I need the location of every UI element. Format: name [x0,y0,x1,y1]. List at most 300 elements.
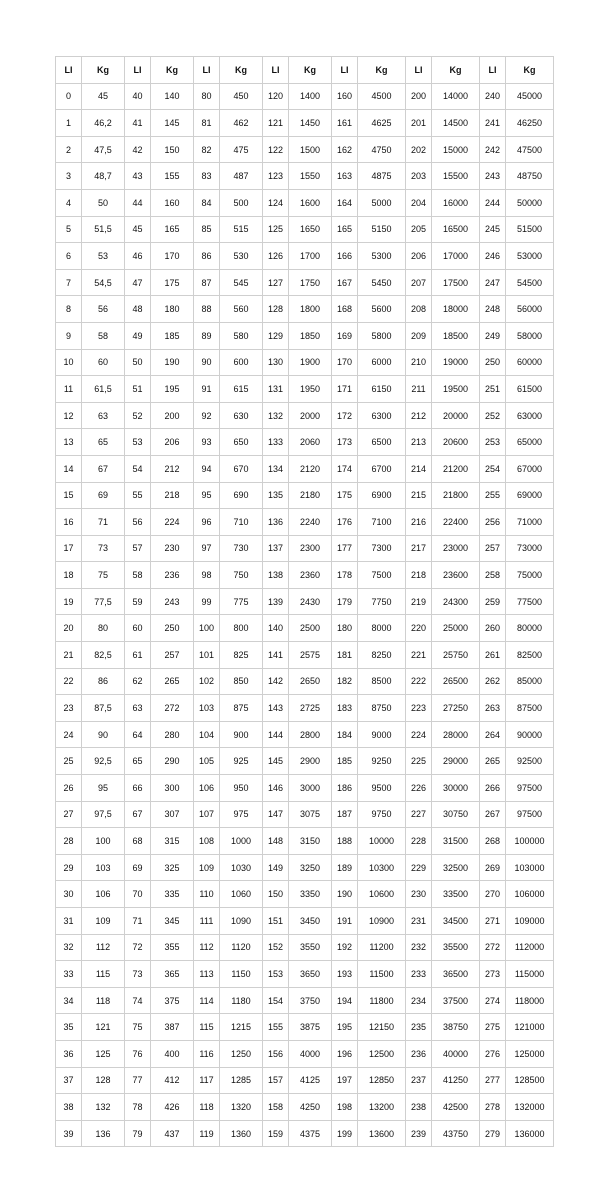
cell-load-kg: 65000 [506,429,554,456]
cell-load-index: 76 [125,1040,151,1067]
cell-load-index: 135 [263,482,289,509]
cell-load-index: 34 [56,987,82,1014]
cell-load-index: 113 [194,961,220,988]
cell-load-index: 132 [263,402,289,429]
cell-load-index: 13 [56,429,82,456]
cell-load-kg: 5300 [358,243,406,270]
cell-load-kg: 47500 [506,136,554,163]
cell-load-kg: 30000 [432,775,480,802]
cell-load-kg: 121000 [506,1014,554,1041]
cell-load-kg: 97,5 [82,801,125,828]
cell-load-index: 182 [332,668,358,695]
cell-load-index: 188 [332,828,358,855]
cell-load-kg: 6150 [358,376,406,403]
cell-load-index: 151 [263,908,289,935]
cell-load-kg: 2060 [289,429,332,456]
cell-load-index: 96 [194,509,220,536]
cell-load-index: 216 [406,509,432,536]
cell-load-kg: 325 [151,854,194,881]
table-row [56,1067,554,1094]
cell-load-kg: 462 [220,110,263,137]
cell-load-kg: 1750 [289,269,332,296]
cell-load-index: 114 [194,987,220,1014]
cell-load-index: 53 [125,429,151,456]
cell-load-index: 271 [480,908,506,935]
cell-load-kg: 109000 [506,908,554,935]
cell-load-index: 187 [332,801,358,828]
cell-load-kg: 56000 [506,296,554,323]
cell-load-index: 262 [480,668,506,695]
cell-load-kg: 175 [151,269,194,296]
cell-load-kg: 103 [82,854,125,881]
cell-load-index: 244 [480,189,506,216]
cell-load-kg: 63 [82,402,125,429]
cell-load-index: 157 [263,1067,289,1094]
cell-load-index: 205 [406,216,432,243]
cell-load-kg: 1030 [220,854,263,881]
cell-load-index: 210 [406,349,432,376]
cell-load-kg: 10600 [358,881,406,908]
table-row [56,721,554,748]
cell-load-index: 267 [480,801,506,828]
cell-load-index: 237 [406,1067,432,1094]
cell-load-index: 178 [332,562,358,589]
cell-load-kg: 87500 [506,695,554,722]
cell-load-index: 247 [480,269,506,296]
cell-load-kg: 121 [82,1014,125,1041]
cell-load-index: 50 [125,349,151,376]
cell-load-kg: 5600 [358,296,406,323]
cell-load-kg: 2360 [289,562,332,589]
cell-load-index: 23 [56,695,82,722]
cell-load-index: 59 [125,588,151,615]
cell-load-kg: 21800 [432,482,480,509]
cell-load-kg: 8500 [358,668,406,695]
cell-load-kg: 37500 [432,987,480,1014]
cell-load-kg: 30750 [432,801,480,828]
cell-load-kg: 2120 [289,455,332,482]
cell-load-kg: 730 [220,535,263,562]
cell-load-kg: 2240 [289,509,332,536]
cell-load-kg: 280 [151,721,194,748]
column-header-li: LI [480,57,506,84]
cell-load-kg: 1500 [289,136,332,163]
cell-load-kg: 243 [151,588,194,615]
cell-load-index: 198 [332,1094,358,1121]
cell-load-kg: 67000 [506,455,554,482]
cell-load-index: 185 [332,748,358,775]
cell-load-kg: 115 [82,961,125,988]
cell-load-kg: 34500 [432,908,480,935]
cell-load-index: 161 [332,110,358,137]
cell-load-kg: 71000 [506,509,554,536]
cell-load-index: 61 [125,642,151,669]
cell-load-kg: 23600 [432,562,480,589]
cell-load-kg: 375 [151,987,194,1014]
cell-load-index: 252 [480,402,506,429]
cell-load-kg: 18500 [432,322,480,349]
cell-load-index: 168 [332,296,358,323]
cell-load-kg: 307 [151,801,194,828]
cell-load-kg: 95 [82,775,125,802]
cell-load-index: 69 [125,854,151,881]
cell-load-index: 5 [56,216,82,243]
cell-load-index: 74 [125,987,151,1014]
cell-load-kg: 125000 [506,1040,554,1067]
cell-load-kg: 5800 [358,322,406,349]
cell-load-index: 145 [263,748,289,775]
cell-load-kg: 112000 [506,934,554,961]
cell-load-kg: 10000 [358,828,406,855]
cell-load-index: 208 [406,296,432,323]
cell-load-kg: 9250 [358,748,406,775]
cell-load-kg: 2500 [289,615,332,642]
cell-load-index: 134 [263,455,289,482]
cell-load-kg: 17000 [432,243,480,270]
cell-load-index: 160 [332,83,358,110]
cell-load-index: 191 [332,908,358,935]
cell-load-index: 21 [56,642,82,669]
cell-load-index: 10 [56,349,82,376]
cell-load-index: 110 [194,881,220,908]
table-row [56,987,554,1014]
cell-load-kg: 8250 [358,642,406,669]
cell-load-index: 167 [332,269,358,296]
cell-load-kg: 180 [151,296,194,323]
cell-load-index: 120 [263,83,289,110]
cell-load-index: 219 [406,588,432,615]
cell-load-kg: 80000 [506,615,554,642]
cell-load-kg: 19000 [432,349,480,376]
cell-load-kg: 1850 [289,322,332,349]
cell-load-kg: 2650 [289,668,332,695]
cell-load-kg: 265 [151,668,194,695]
cell-load-index: 56 [125,509,151,536]
table-row [56,934,554,961]
cell-load-kg: 160 [151,189,194,216]
cell-load-kg: 17500 [432,269,480,296]
cell-load-index: 4 [56,189,82,216]
cell-load-kg: 272 [151,695,194,722]
cell-load-kg: 22400 [432,509,480,536]
cell-load-index: 243 [480,163,506,190]
cell-load-kg: 9750 [358,801,406,828]
cell-load-index: 0 [56,83,82,110]
cell-load-kg: 118 [82,987,125,1014]
cell-load-kg: 32500 [432,854,480,881]
table-row [56,801,554,828]
cell-load-index: 78 [125,1094,151,1121]
cell-load-index: 166 [332,243,358,270]
cell-load-kg: 4875 [358,163,406,190]
cell-load-index: 260 [480,615,506,642]
cell-load-index: 241 [480,110,506,137]
cell-load-index: 276 [480,1040,506,1067]
column-header-li: LI [406,57,432,84]
cell-load-kg: 4125 [289,1067,332,1094]
table-row [56,854,554,881]
cell-load-index: 211 [406,376,432,403]
table-row [56,1094,554,1121]
cell-load-kg: 224 [151,509,194,536]
cell-load-index: 139 [263,588,289,615]
cell-load-index: 40 [125,83,151,110]
cell-load-index: 118 [194,1094,220,1121]
cell-load-index: 273 [480,961,506,988]
column-header-li: LI [332,57,358,84]
cell-load-index: 277 [480,1067,506,1094]
cell-load-index: 199 [332,1120,358,1147]
cell-load-kg: 11200 [358,934,406,961]
cell-load-kg: 600 [220,349,263,376]
cell-load-index: 192 [332,934,358,961]
cell-load-index: 147 [263,801,289,828]
table-row [56,509,554,536]
cell-load-index: 259 [480,588,506,615]
cell-load-kg: 23000 [432,535,480,562]
cell-load-index: 12 [56,402,82,429]
cell-load-index: 41 [125,110,151,137]
load-index-table [55,56,554,1147]
cell-load-index: 217 [406,535,432,562]
cell-load-kg: 35500 [432,934,480,961]
table-row [56,296,554,323]
cell-load-kg: 20600 [432,429,480,456]
cell-load-kg: 14500 [432,110,480,137]
cell-load-kg: 51500 [506,216,554,243]
cell-load-index: 85 [194,216,220,243]
cell-load-kg: 12500 [358,1040,406,1067]
cell-load-kg: 426 [151,1094,194,1121]
cell-load-index: 249 [480,322,506,349]
cell-load-kg: 150 [151,136,194,163]
cell-load-kg: 145 [151,110,194,137]
cell-load-index: 220 [406,615,432,642]
cell-load-index: 83 [194,163,220,190]
cell-load-index: 248 [480,296,506,323]
cell-load-kg: 3650 [289,961,332,988]
cell-load-kg: 355 [151,934,194,961]
cell-load-kg: 7500 [358,562,406,589]
cell-load-index: 232 [406,934,432,961]
cell-load-kg: 487 [220,163,263,190]
table-row [56,615,554,642]
cell-load-index: 20 [56,615,82,642]
cell-load-kg: 38750 [432,1014,480,1041]
cell-load-kg: 2430 [289,588,332,615]
cell-load-kg: 315 [151,828,194,855]
cell-load-kg: 710 [220,509,263,536]
cell-load-kg: 25750 [432,642,480,669]
cell-load-kg: 86 [82,668,125,695]
cell-load-index: 272 [480,934,506,961]
cell-load-kg: 75 [82,562,125,589]
cell-load-kg: 69 [82,482,125,509]
cell-load-kg: 3250 [289,854,332,881]
cell-load-kg: 975 [220,801,263,828]
cell-load-kg: 155 [151,163,194,190]
cell-load-kg: 82,5 [82,642,125,669]
cell-load-index: 103 [194,695,220,722]
cell-load-index: 229 [406,854,432,881]
cell-load-index: 130 [263,349,289,376]
cell-load-index: 39 [56,1120,82,1147]
cell-load-kg: 46,2 [82,110,125,137]
cell-load-kg: 61500 [506,376,554,403]
cell-load-kg: 950 [220,775,263,802]
cell-load-index: 8 [56,296,82,323]
column-header-li: LI [125,57,151,84]
cell-load-index: 195 [332,1014,358,1041]
cell-load-index: 80 [194,83,220,110]
cell-load-kg: 335 [151,881,194,908]
cell-load-kg: 1285 [220,1067,263,1094]
cell-load-kg: 4375 [289,1120,332,1147]
cell-load-index: 128 [263,296,289,323]
table-row [56,136,554,163]
cell-load-index: 67 [125,801,151,828]
cell-load-kg: 97500 [506,775,554,802]
cell-load-kg: 73000 [506,535,554,562]
cell-load-index: 58 [125,562,151,589]
cell-load-index: 171 [332,376,358,403]
column-header-li: LI [56,57,82,84]
cell-load-kg: 2725 [289,695,332,722]
cell-load-kg: 54500 [506,269,554,296]
cell-load-index: 245 [480,216,506,243]
table-row [56,908,554,935]
cell-load-kg: 1360 [220,1120,263,1147]
cell-load-kg: 450 [220,83,263,110]
cell-load-kg: 1120 [220,934,263,961]
cell-load-index: 240 [480,83,506,110]
cell-load-index: 3 [56,163,82,190]
cell-load-kg: 1650 [289,216,332,243]
cell-load-kg: 125 [82,1040,125,1067]
cell-load-kg: 750 [220,562,263,589]
cell-load-kg: 56 [82,296,125,323]
cell-load-kg: 650 [220,429,263,456]
cell-load-index: 101 [194,642,220,669]
cell-load-index: 27 [56,801,82,828]
cell-load-kg: 51,5 [82,216,125,243]
cell-load-index: 22 [56,668,82,695]
cell-load-index: 107 [194,801,220,828]
cell-load-kg: 140 [151,83,194,110]
cell-load-index: 223 [406,695,432,722]
cell-load-index: 179 [332,588,358,615]
column-header-li: LI [194,57,220,84]
cell-load-kg: 7750 [358,588,406,615]
cell-load-kg: 9500 [358,775,406,802]
cell-load-index: 150 [263,881,289,908]
cell-load-kg: 1250 [220,1040,263,1067]
cell-load-index: 15 [56,482,82,509]
cell-load-index: 24 [56,721,82,748]
cell-load-kg: 615 [220,376,263,403]
cell-load-index: 57 [125,535,151,562]
cell-load-index: 72 [125,934,151,961]
cell-load-kg: 128500 [506,1067,554,1094]
cell-load-kg: 1150 [220,961,263,988]
cell-load-kg: 1700 [289,243,332,270]
table-row [56,216,554,243]
cell-load-kg: 236 [151,562,194,589]
cell-load-kg: 230 [151,535,194,562]
cell-load-index: 142 [263,668,289,695]
cell-load-kg: 36500 [432,961,480,988]
cell-load-index: 242 [480,136,506,163]
column-header-kg: Kg [151,57,194,84]
cell-load-index: 123 [263,163,289,190]
cell-load-index: 29 [56,854,82,881]
cell-load-kg: 25000 [432,615,480,642]
cell-load-kg: 103000 [506,854,554,881]
cell-load-index: 201 [406,110,432,137]
cell-load-index: 71 [125,908,151,935]
cell-load-kg: 1800 [289,296,332,323]
cell-load-kg: 106000 [506,881,554,908]
cell-load-kg: 43750 [432,1120,480,1147]
cell-load-index: 127 [263,269,289,296]
cell-load-kg: 92500 [506,748,554,775]
cell-load-index: 250 [480,349,506,376]
cell-load-index: 112 [194,934,220,961]
cell-load-index: 234 [406,987,432,1014]
cell-load-kg: 2300 [289,535,332,562]
table-row [56,1120,554,1147]
cell-load-index: 43 [125,163,151,190]
cell-load-index: 91 [194,376,220,403]
cell-load-kg: 515 [220,216,263,243]
cell-load-index: 231 [406,908,432,935]
cell-load-kg: 132 [82,1094,125,1121]
cell-load-index: 119 [194,1120,220,1147]
cell-load-index: 153 [263,961,289,988]
cell-load-kg: 28000 [432,721,480,748]
cell-load-index: 268 [480,828,506,855]
cell-load-kg: 12850 [358,1067,406,1094]
cell-load-index: 26 [56,775,82,802]
cell-load-kg: 775 [220,588,263,615]
cell-load-index: 183 [332,695,358,722]
cell-load-kg: 1060 [220,881,263,908]
cell-load-kg: 42500 [432,1094,480,1121]
cell-load-kg: 170 [151,243,194,270]
cell-load-index: 129 [263,322,289,349]
cell-load-kg: 85000 [506,668,554,695]
cell-load-index: 227 [406,801,432,828]
cell-load-index: 9 [56,322,82,349]
cell-load-kg: 77500 [506,588,554,615]
header-row [56,57,554,84]
cell-load-index: 109 [194,854,220,881]
cell-load-kg: 670 [220,455,263,482]
cell-load-kg: 3750 [289,987,332,1014]
table-row [56,881,554,908]
cell-load-index: 152 [263,934,289,961]
table-row [56,163,554,190]
cell-load-index: 33 [56,961,82,988]
cell-load-index: 48 [125,296,151,323]
cell-load-index: 163 [332,163,358,190]
cell-load-kg: 12150 [358,1014,406,1041]
cell-load-index: 246 [480,243,506,270]
cell-load-index: 177 [332,535,358,562]
cell-load-kg: 33500 [432,881,480,908]
cell-load-kg: 16500 [432,216,480,243]
cell-load-index: 137 [263,535,289,562]
